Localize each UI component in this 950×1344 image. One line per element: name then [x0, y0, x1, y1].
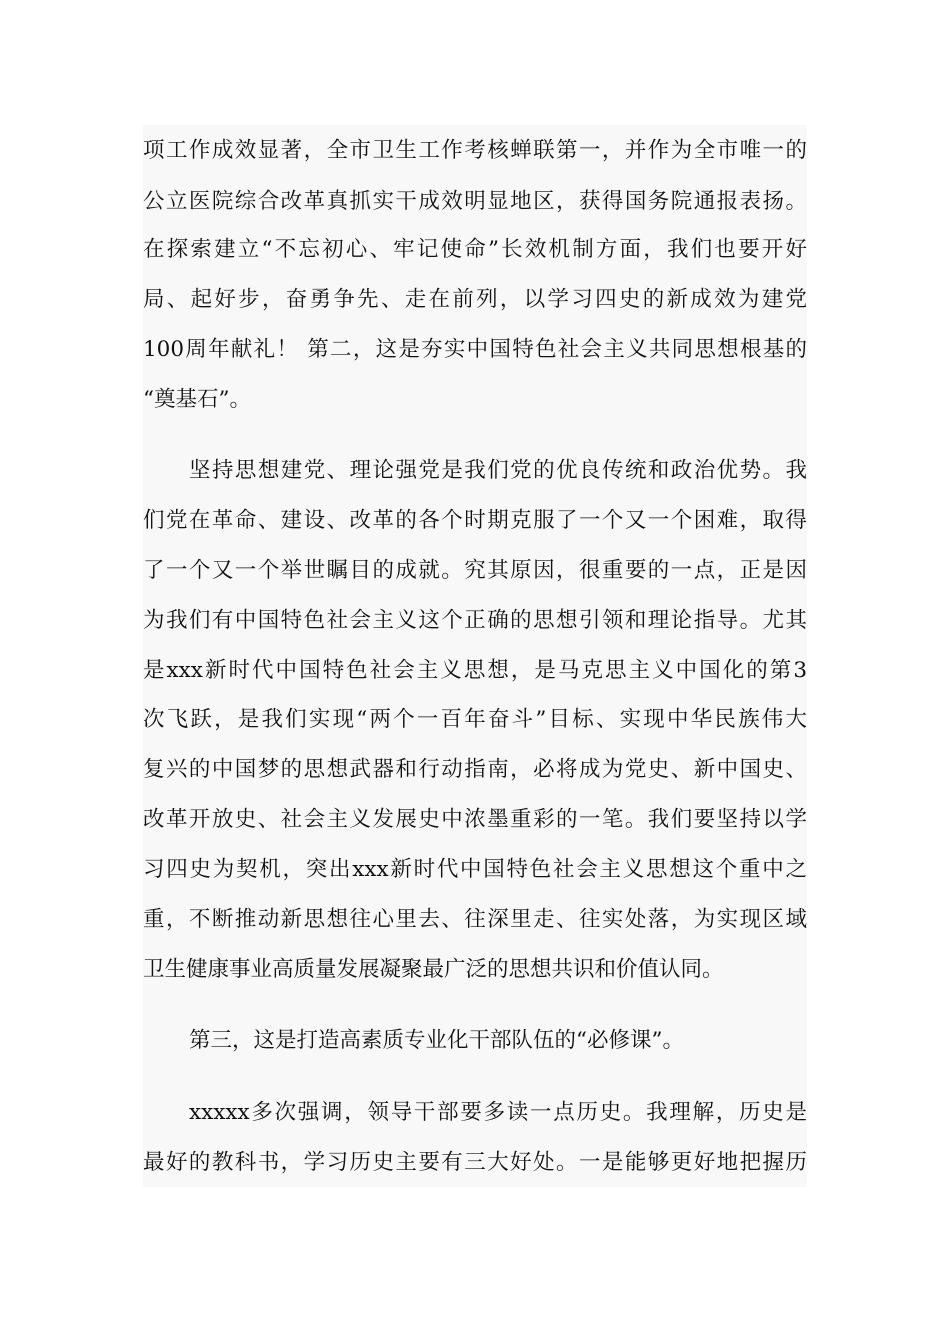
- text-line: “奠基石”。: [143, 387, 251, 412]
- text-line: 们党在革命、建设、改革的各个时期克服了一个又一个困难，取得: [143, 508, 807, 533]
- text-line: 复兴的中国梦的思想武器和行动指南，必将成为党史、新中国史、: [143, 757, 807, 782]
- document-text-block: [143, 125, 807, 1187]
- text-line: 项工作成效显著，全市卫生工作考核蝉联第一，并作为全市唯一的: [143, 138, 807, 163]
- text-line: 为我们有中国特色社会主义这个正确的思想引领和理论指导。尤其: [143, 608, 807, 633]
- text-line: 公立医院综合改革真抓实干成效明显地区，获得国务院通报表扬。: [143, 189, 807, 214]
- text-line: xxxxx多次强调，领导干部要多读一点历史。我理解，历史是: [189, 1100, 807, 1125]
- text-line: 坚持思想建党、理论强党是我们党的优良传统和政治优势。我: [189, 458, 807, 483]
- text-line: 在探索建立“不忘初心、牢记使命”长效机制方面，我们也要开好: [143, 237, 807, 262]
- text-line: 是xxx新时代中国特色社会主义思想，是马克思主义中国化的第3: [143, 658, 807, 683]
- text-line: 次飞跃，是我们实现“两个一百年奋斗”目标、实现中华民族伟大: [143, 707, 807, 732]
- text-line: 卫生健康事业高质量发展凝聚最广泛的思想共识和价值认同。: [143, 957, 724, 982]
- text-line: 重，不断推动新思想往心里去、往深里走、往实处落，为实现区域: [143, 907, 807, 932]
- text-line: 100周年献礼！ 第二，这是夯实中国特色社会主义共同思想根基的: [143, 337, 807, 362]
- text-line: 最好的教科书，学习历史主要有三大好处。一是能够更好地把握历: [143, 1150, 807, 1175]
- text-line: 局、起好步，奋勇争先、走在前列，以学习四史的新成效为建党: [143, 287, 807, 312]
- text-line: 习四史为契机，突出xxx新时代中国特色社会主义思想这个重中之: [143, 857, 807, 882]
- text-line: 了一个又一个举世瞩目的成就。究其原因，很重要的一点，正是因: [143, 558, 807, 583]
- text-line: 第三，这是打造高素质专业化干部队伍的“必修课”。: [189, 1028, 684, 1053]
- text-line: 改革开放史、社会主义发展史中浓墨重彩的一笔。我们要坚持以学: [143, 807, 807, 832]
